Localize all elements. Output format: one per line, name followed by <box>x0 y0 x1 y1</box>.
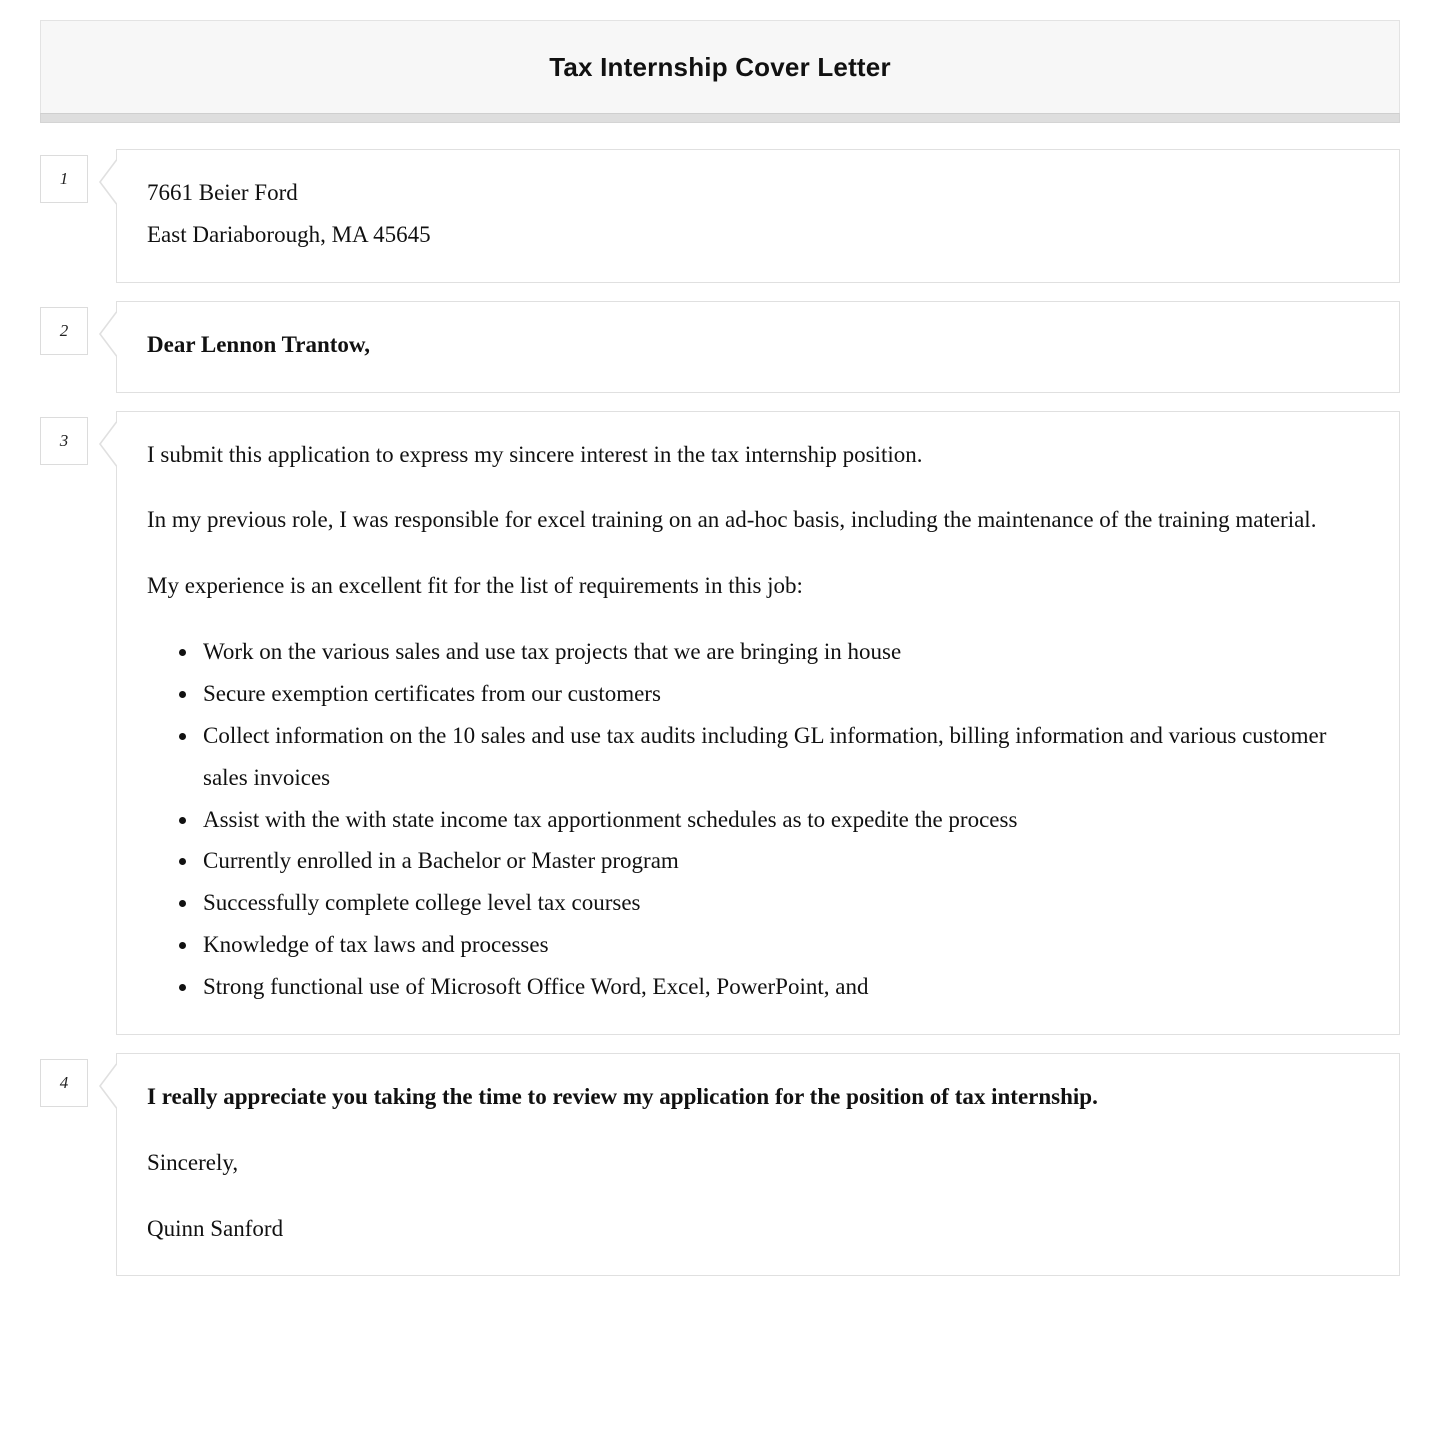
address-paragraph <box>147 172 1369 256</box>
section-salutation <box>40 301 1400 393</box>
closing-signature: Quinn Sanford <box>147 1215 284 1241</box>
letter-sections <box>40 149 1400 1276</box>
list-item: • Assist with the with state income tax apportionment schedules as to expedite the process <box>199 799 1369 841</box>
list-item: • Knowledge of tax laws and processes <box>199 924 1369 966</box>
document-header <box>40 20 1400 123</box>
address-line-city: East Dariaborough, MA 45645 <box>147 221 431 247</box>
body-paragraph-3: My experience is an excellent fit for the list of requirements in this job: <box>147 573 803 599</box>
salutation-text: Dear Lennon Trantow, <box>147 331 371 357</box>
body-paragraph-1: I submit this application to express my sincere interest in the tax internship position. <box>147 441 923 467</box>
badge-number: 3 <box>59 430 69 450</box>
list-item: • Currently enrolled in a Bachelor or Master program <box>199 840 1369 882</box>
section-closing <box>40 1053 1400 1277</box>
requirements-list <box>147 631 1369 1008</box>
body-paragraph-2: In my previous role, I was responsible for excel training on an ad-hoc basis, including the maintenance of the training material. <box>147 507 1317 533</box>
header-divider-bar <box>40 113 1400 123</box>
salutation-block <box>116 301 1400 393</box>
section-body <box>40 411 1400 1035</box>
header-panel <box>40 20 1400 113</box>
closing-block <box>116 1053 1400 1277</box>
section-number-badge-2 <box>40 307 88 355</box>
badge-number: 2 <box>59 320 69 340</box>
section-number-badge-3 <box>40 417 88 465</box>
list-item: • Secure exemption certificates from our customers <box>199 673 1369 715</box>
address-block <box>116 149 1400 283</box>
list-item: • Collect information on the 10 sales and use tax audits including GL information, billing information and various customer sales invoices <box>199 715 1369 799</box>
list-item: • Successfully complete college level tax courses <box>199 882 1369 924</box>
list-item: • Strong functional use of Microsoft Office Word, Excel, PowerPoint, and <box>199 966 1369 1008</box>
closing-thanks: I really appreciate you taking the time to review my application for the position of tax internship. <box>147 1083 1098 1109</box>
closing-signoff: Sincerely, <box>147 1149 239 1175</box>
badge-number: 1 <box>59 169 69 188</box>
list-item: • Work on the various sales and use tax projects that we are bringing in house <box>199 631 1369 673</box>
body-block <box>116 411 1400 1035</box>
badge-number: 4 <box>59 1072 69 1092</box>
section-number-badge-4 <box>40 1059 88 1107</box>
address-line-street: 7661 Beier Ford <box>147 180 298 205</box>
cover-letter-page <box>0 20 1440 1276</box>
section-address <box>40 149 1400 283</box>
section-number-badge-1 <box>40 155 88 203</box>
page-title: Tax Internship Cover Letter <box>549 51 891 82</box>
